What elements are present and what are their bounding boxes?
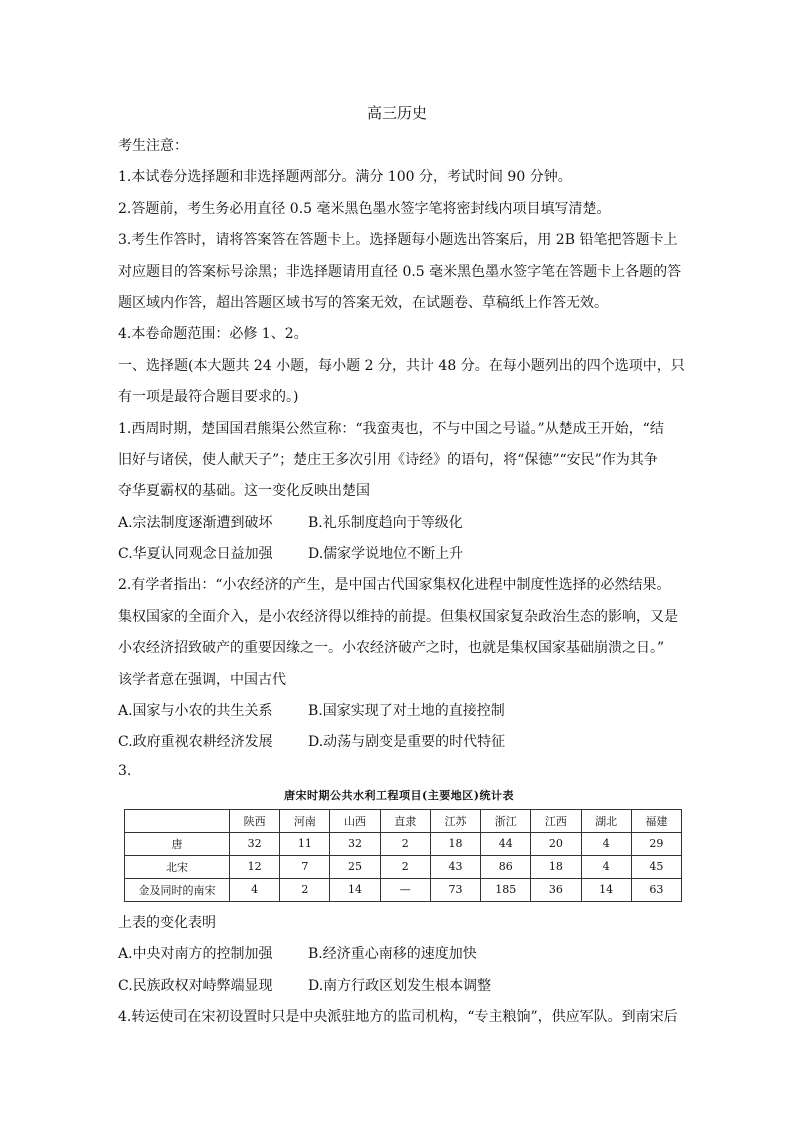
options-row	[118, 508, 680, 539]
notice-line: 4.本卷命题范围：必修 1、2。	[118, 326, 308, 343]
section-line: 一、选择题(本大题共 24 小题，每小题 2 分，共计 48 分。在每小题列出的四个选项中，只	[118, 357, 685, 374]
table-cell: —	[380, 878, 430, 901]
question-text: 旧好与诸侯，使人献天子”；楚庄王多次引用《诗经》的语句，将“保德”“安民”作为其争	[118, 451, 658, 468]
question-text: 小农经济招致破产的重要因缘之一。小农经济破产之时，也就是集权国家基础崩溃之日。”	[118, 640, 665, 657]
table-cell: 25	[330, 855, 380, 878]
table-cell: 43	[430, 855, 480, 878]
table-cell: 32	[230, 832, 280, 855]
table-cell: 2	[380, 855, 430, 878]
row-label: 唐	[125, 832, 230, 855]
table-row	[125, 855, 682, 878]
option-d: D.南方行政区划发生根本调整	[308, 977, 492, 994]
column-header: 江苏	[430, 809, 480, 832]
question-4	[118, 1002, 680, 1033]
options-row	[118, 939, 680, 970]
section-line: 有一项是最符合题目要求的。)	[118, 389, 299, 406]
question-1	[118, 414, 680, 571]
table-row	[125, 832, 682, 855]
question-text: 夺华夏霸权的基础。这一变化反映出楚国	[118, 483, 370, 500]
question-2	[118, 570, 680, 758]
notice-line: 对应题目的答案标号涂黑；非选择题请用直径 0.5 毫米黑色墨水签字笔在答题卡上各题的答	[118, 263, 682, 280]
question-text: 集权国家的全面介入，是小农经济得以维持的前提。但集权国家复杂政治生态的影响，又是	[118, 608, 678, 625]
table-cell: 4	[230, 878, 280, 901]
notice-line: 题区域内作答，超出答题区域书写的答案无效，在试题卷、草稿纸上作答无效。	[118, 294, 608, 311]
page-title: 高三历史	[366, 104, 427, 122]
option-c: C.华夏认同观念日益加强	[118, 546, 273, 563]
table-cell: 63	[631, 878, 681, 901]
column-header: 山西	[330, 809, 380, 832]
table-cell: 29	[631, 832, 681, 855]
table-cell: 11	[280, 832, 330, 855]
table-cell: 12	[230, 855, 280, 878]
question-text: 上表的变化表明	[118, 914, 216, 931]
notice-line: 2.答题前，考生务必用直径 0.5 毫米黑色墨水签字笔将密封线内项目填写清楚。	[118, 200, 611, 217]
table-row	[125, 878, 682, 901]
table-cell: 32	[330, 832, 380, 855]
option-c: C.民族政权对峙弊端显现	[118, 977, 273, 994]
option-c: C.政府重视农耕经济发展	[118, 734, 273, 751]
table-cell: 18	[430, 832, 480, 855]
question-text: 1.西周时期，楚国国君熊渠公然宣称：“我蛮夷也，不与中国之号谥。”从楚成王开始，“结	[118, 420, 664, 437]
column-header: 福建	[631, 809, 681, 832]
table-cell: 185	[481, 878, 531, 901]
options-row	[118, 539, 680, 570]
table-cell: 4	[581, 832, 631, 855]
option-b: B.国家实现了对土地的直接控制	[308, 703, 505, 720]
table-corner-cell	[125, 809, 230, 832]
column-header: 浙江	[481, 809, 531, 832]
row-label: 金及同时的南宋	[125, 878, 230, 901]
option-b: B.经济重心南移的速度加快	[308, 946, 477, 963]
table-cell: 36	[531, 878, 581, 901]
column-header: 直隶	[380, 809, 430, 832]
option-b: B.礼乐制度趋向于等级化	[308, 514, 463, 531]
table-cell: 2	[380, 832, 430, 855]
column-header: 江西	[531, 809, 581, 832]
table-cell: 4	[581, 855, 631, 878]
option-a: A.宗法制度逐渐遭到破坏	[118, 514, 273, 531]
notice-line: 3.考生作答时，请将答案答在答题卡上。选择题每小题选出答案后，用 2B 铅笔把答题卡上	[118, 232, 678, 249]
question-text: 该学者意在强调，中国古代	[118, 671, 286, 688]
table-cell: 73	[430, 878, 480, 901]
options-row	[118, 727, 680, 758]
option-a: A.中央对南方的控制加强	[118, 946, 273, 963]
question-number: 3.	[118, 762, 132, 779]
exam-content	[118, 131, 685, 1033]
option-d: D.儒家学说地位不断上升	[308, 546, 464, 563]
table-header-row	[125, 809, 682, 832]
table-cell: 44	[481, 832, 531, 855]
column-header: 河南	[280, 809, 330, 832]
table-cell: 45	[631, 855, 681, 878]
notice-line: 1.本试卷分选择题和非选择题两部分。满分 100 分，考试时间 90 分钟。	[118, 169, 572, 186]
option-d: D.动荡与剧变是重要的时代特征	[308, 734, 506, 751]
question-3	[118, 759, 680, 1002]
table-cell: 7	[280, 855, 330, 878]
options-row	[118, 971, 680, 1002]
question-text: 4.转运使司在宋初设置时只是中央派驻地方的监司机构，“专主粮饷”，供应军队。到南宋后	[118, 1008, 678, 1025]
notice-heading: 考生注意：	[118, 138, 188, 154]
table-cell: 18	[531, 855, 581, 878]
table-cell: 14	[581, 878, 631, 901]
column-header: 陕西	[230, 809, 280, 832]
option-a: A.国家与小农的共生关系	[118, 703, 273, 720]
table-cell: 14	[330, 878, 380, 901]
question-text: 2.有学者指出：“小农经济的产生，是中国古代国家集权化进程中制度性选择的必然结果。	[118, 577, 671, 594]
statistics-table	[124, 809, 682, 902]
row-label: 北宋	[125, 855, 230, 878]
table-cell: 2	[280, 878, 330, 901]
section-heading	[118, 351, 685, 414]
table-cell: 86	[481, 855, 531, 878]
options-row	[118, 696, 680, 727]
table-cell: 20	[531, 832, 581, 855]
column-header: 湖北	[581, 809, 631, 832]
table-title: 唐宋时期公共水利工程项目(主要地区)统计表	[284, 788, 514, 802]
notice-block	[118, 131, 680, 351]
